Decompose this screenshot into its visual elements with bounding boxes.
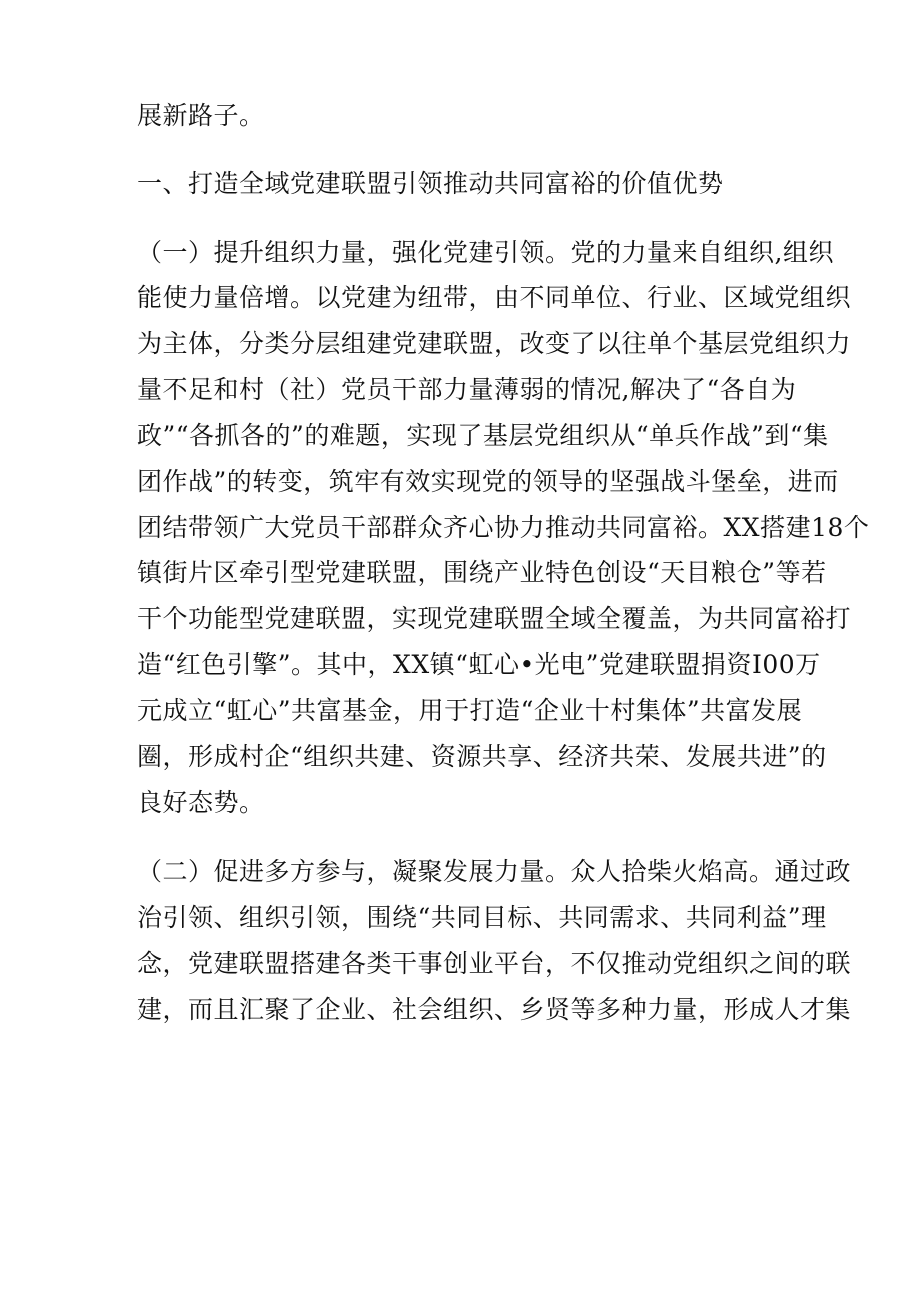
paragraph-line: 干个功能型党建联盟，实现党建联盟全域全覆盖，为共同富裕打 — [137, 604, 852, 633]
paragraph-line: （一）提升组织力量，强化党建引领。党的力量来自组织,组织 — [137, 238, 834, 267]
paragraph-line: 政”“各抓各的”的难题，实现了基层党组织从“单兵作战”到“集 — [137, 421, 829, 450]
paragraph-line: 镇街片区牵引型党建联盟，围绕产业特色创设“天目粮仓”等若 — [137, 558, 827, 587]
paragraph-line: 量不足和村（社）党员干部力量薄弱的情况,解决了“各自为 — [137, 375, 797, 404]
paragraph-line: 良好态势。 — [137, 788, 265, 817]
paragraph-line: 元成立“虹心”共富基金，用于打造“企业十村集体”共富发展 — [137, 696, 803, 725]
paragraph-line: 建，而且汇聚了企业、社会组织、乡贤等多种力量，形成人才集 — [137, 995, 852, 1024]
paragraph-line: 团作战”的转变，筑牢有效实现党的领导的坚强战斗堡垒，进而 — [137, 467, 839, 496]
paragraph-line: 念，党建联盟搭建各类干事创业平台，不仅推动党组织之间的联 — [137, 949, 852, 978]
intro-tail-text: 展新路子。 — [137, 101, 265, 130]
paragraph-line: 圈，形成村企“组织共建、资源共享、经济共荣、发展共进”的 — [137, 742, 827, 771]
paragraph-line: （二）促进多方参与，凝聚发展力量。众人拾柴火焰高。通过政 — [137, 857, 852, 886]
paragraph-line: 团结带领广大党员干部群众齐心协力推动共同富裕。XX搭建18个 — [137, 513, 870, 542]
paragraph-line: 为主体，分类分层组建党建联盟，改变了以往单个基层党组织力 — [137, 329, 852, 358]
paragraph-line: 造“红色引擎”。其中，XX镇“虹心•光电”党建联盟捐资I00万 — [137, 650, 821, 679]
paragraph-line: 能使力量倍增。以党建为纽带，由不同单位、行业、区域党组织 — [137, 283, 852, 312]
paragraph-line: 治引领、组织引领，围绕“共同目标、共同需求、共同利益”理 — [137, 903, 827, 932]
section-heading: 一、打造全域党建联盟引领推动共同富裕的价值优势 — [137, 169, 724, 198]
